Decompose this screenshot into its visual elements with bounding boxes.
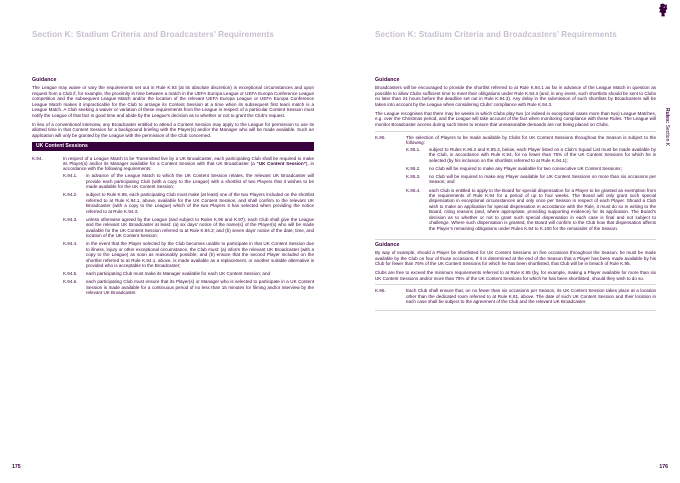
sub-rule	[63, 279, 314, 295]
section-title: Section K: Stadium Criteria and Broadcasters’ Requirements	[32, 30, 274, 39]
defined-term: “UK Content Session”	[256, 160, 306, 166]
page-number: 176	[659, 464, 668, 470]
rule-number: K.96.	[375, 288, 386, 294]
sub-rule-text: in the event that the Player selected by the Club becomes unable to participate in that UK Content Session due to illness, injury or other exceptional circumstance, the Club must: (a) inform the relevant UK Broadcaster (with a copy to the League) as soon as reasonably possible; and (b) ensure that the second Player included on the shortlist referred to at Rule K.94.1, above, is made available as a replacement, or another suitable alternative is provided who is acceptable to the Broadcaster;	[86, 241, 314, 268]
guidance-paragraph: Clubs are free to exceed the minimum requirements referred to at Rule K.95 (by, for example, making a Player available for more than six UK Content Sessions and/or more than 75% of the UK Content Sessions for which he has been shortlisted, should they wish to do so.	[375, 270, 656, 281]
rule-body: Each Club shall ensure that, on no fewer than six occasions per Season, its UK Content Session takes place at a location other than the dedicated room referred to at Rule K.81, above. The date of such UK Content Session and their location in each case shall be subject to the agreement of the Club and the relevant UK Broadcaster.	[406, 288, 656, 305]
sub-rule	[63, 217, 314, 239]
sub-rule-number: K.95.2.	[406, 165, 421, 171]
sub-rule-text: subject to Rule K.95, each participating Club must make (at least) one of the two Players included on the shortlist referred to at Rule K.94.1, above, available for the UK Content Session, and shall confirm to the relevant UK Broadcaster (with a copy to the League) which of the two Players it has selected when providing the notice referred to at Rule K.94.3;	[86, 192, 314, 214]
sub-rule-list	[63, 173, 314, 295]
sub-rule	[63, 173, 314, 189]
guidance-heading: Guidance	[32, 77, 57, 83]
sub-rule-number: K.94.1.	[63, 173, 78, 179]
rule-k96-box	[375, 284, 656, 310]
sub-rule-number: K.94.2.	[63, 192, 78, 198]
sub-rule-number: K.94.5.	[63, 271, 78, 277]
sub-rule-number: K.94.6.	[63, 279, 78, 285]
sub-rule	[63, 271, 314, 276]
sub-rule-text: no Club will be required to make any Player available for two consecutive UK Content Sessions;	[429, 165, 622, 171]
rule-k95	[375, 135, 656, 234]
sub-rule-text: each participating Club must ensure that its Player(s) or Manager who is selected to participate in a UK Content Session is made available for a continuous period of no less than 15 minutes for filming and/or interview by the relevant UK Broadcaster.	[86, 279, 314, 295]
rule-body	[63, 156, 314, 298]
sub-rule	[63, 241, 314, 268]
rule-k94	[32, 156, 314, 298]
sub-rule	[406, 174, 656, 185]
rule-k96	[375, 288, 656, 304]
guidance-heading: Guidance	[375, 77, 400, 83]
page-number: 175	[12, 464, 21, 470]
sub-rule-list	[406, 147, 656, 231]
uk-content-sessions-box	[32, 151, 314, 298]
sub-rule-text: each Club is entitled to apply to the Board for special dispensation for a Player to be granted an exemption from the requirements of Rule K.94 for a period of up to four weeks. The Board will only grant such special dispensation in exceptional circumstances and only once per Season in respect of each Player. Should a Club wish to make an application for special dispensation in accordance with the Rule, it must do so in writing to the Board, citing reasons (and, where appropriate, providing supporting evidence) for its application. The Board’s decision as to whether or not to grant such special dispensation in each case is final and not subject to challenge. Where such dispensation is granted, the Board will confirm to the Club how that dispensation affects the Player’s remaining obligations under Rules K.94 to K.100 for the remainder of the Season.	[429, 187, 656, 231]
guidance-paragraph: Broadcasters will be encouraged to provide the shortlist referred to at Rule K.94.1 as far in advance of the League Match in question as possible to allow Clubs sufficient time to meet their obligations under Rule K.94.3 (and, in any event, such shortlists should be sent to Clubs no later than 24 hours before the deadline set out in Rule K.94.3). Any delay in the submission of such shortlists by Broadcasters will be taken into account by the League when considering Clubs’ compliance with Rule K.94.3.	[375, 85, 656, 107]
rule-k95-box	[375, 131, 656, 240]
section-title: Section K: Stadium Criteria and Broadcasters’ Requirements	[375, 30, 617, 39]
rule-body	[406, 135, 656, 234]
sub-rule-text: each participating Club must make its Manager available for each UK Content Session; and	[86, 271, 270, 277]
sub-rule	[406, 147, 656, 163]
sub-rule-number: K.95.1.	[406, 147, 421, 153]
rule-text: ), in accordance with the following requirements:	[63, 160, 314, 172]
right-page	[340, 0, 680, 483]
sub-rule-text: subject to Rules K.95.2 and K.95.3, below, each Player listed on a Club’s Squad List must be made available by the Club, in accordance with Rule K.94, for no fewer than 75% of the UK Content Sessions for which he is selected (by his inclusion on the shortlists referred to at Rule K.94.1);	[429, 147, 656, 163]
right-content	[375, 78, 656, 311]
guidance-paragraph: The League may waive or vary the requirements set out in Rule K.93 (at its absolute discretion) in exceptional circumstances and upon request from a Club if, for example, the proximity in time between a match in the UEFA Europa League or UEFA Europa Conference League competition and the subsequent League Match and/or the location of the relevant UEFA Europa League or UEFA Europa Conference League Match makes it impracticable for the Club to arrange its Content Session at a time when its subsequent first team match is a League Match. A Club seeking a waiver or variation of these requirements from the League in respect of a particular Content Session must notify the League of that fact in good time and abide by the League’s decision as to whether or not to grant the Club’s request.	[32, 85, 314, 118]
sub-rule-text: no Club will be required to make any Player available for UK Content Sessions on more than six occasions per Season; and	[429, 174, 656, 185]
sub-rule-number: K.94.4.	[63, 241, 78, 247]
rule-number: K.95.	[375, 134, 386, 140]
sub-rule-number: K.95.4.	[406, 187, 421, 193]
sub-rule-number: K.94.3.	[63, 216, 78, 222]
section-side-tab	[660, 108, 670, 168]
sub-rule-number: K.95.3.	[406, 174, 421, 180]
left-content	[32, 78, 314, 300]
sub-rule-text: unless otherwise agreed by the League (and subject to Rules K.96 and K.97), each Club shall give the League and the relevant UK Broadcaster at least: (a) six days’ notice of the name(s) of the Player(s) who will be made available for the UK Content Session referred to at Rule K.94.2; and (b) seven days’ notice of the date, time, and location of the UK Content Session;	[86, 216, 314, 239]
guidance-paragraph: The League recognises that there may be weeks in which Clubs play two (or indeed in exceptional cases more than two) League Matches, e.g. over the Christmas period, and the League will take account of the fact when monitoring compliance with these Rules. The League will monitor Broadcaster access during such times to ensure that unreasonable demands are not being placed on Clubs.	[375, 110, 656, 127]
guidance-paragraph: In lieu of a conventional interview, any Broadcaster entitled to attend a Content Session may apply to the League for permission to use its allotted time in that Content Session for a background briefing with the Player(s) and/or the Manager who will be made available. Such an application will only be granted by the League with the permission of the Club concerned.	[32, 121, 314, 138]
side-tab-normal: Section K	[664, 123, 670, 147]
sub-rule-text: in advance of the League Match to which the UK Content Session relates, the relevant UK Broadcaster will provide each participating Club (with a copy to the League) with a shortlist of two Players that it wishes to be made available for the UK Content Session;	[86, 173, 314, 190]
sub-rule	[63, 192, 314, 214]
premier-league-lion-icon	[658, 3, 668, 17]
guidance-heading: Guidance	[375, 241, 400, 248]
uk-content-sessions-header: UK Content Sessions	[32, 142, 314, 151]
guidance-paragraph: By way of example, should a Player be shortlisted for UK Content Sessions on five occasions throughout the Season, he must be made available by the Club on four of those occasions. If it is determined at the end of the Season that a Player has been made available by his Club for fewer than 75% of the UK Content Sessions for which he has been shortlisted, that Club will be in breach of Rule K.95.	[375, 250, 656, 267]
rule-number: K.94.	[32, 155, 43, 161]
sub-rule	[406, 188, 656, 232]
sub-rule	[406, 166, 656, 171]
rule-text: The selection of Players to be made available by Clubs for UK Content Sessions throughout the Season is subject to the following:	[406, 134, 656, 146]
side-tab-label	[664, 108, 670, 146]
side-tab-bold: Rules:	[664, 108, 670, 124]
rule-text: In respect of a League Match to be Transmitted live by a UK Broadcaster, each participating Club shall be required to make its Player(s) and/or its Manager available for a Content Session with that UK Broadcaster (a	[63, 155, 314, 166]
